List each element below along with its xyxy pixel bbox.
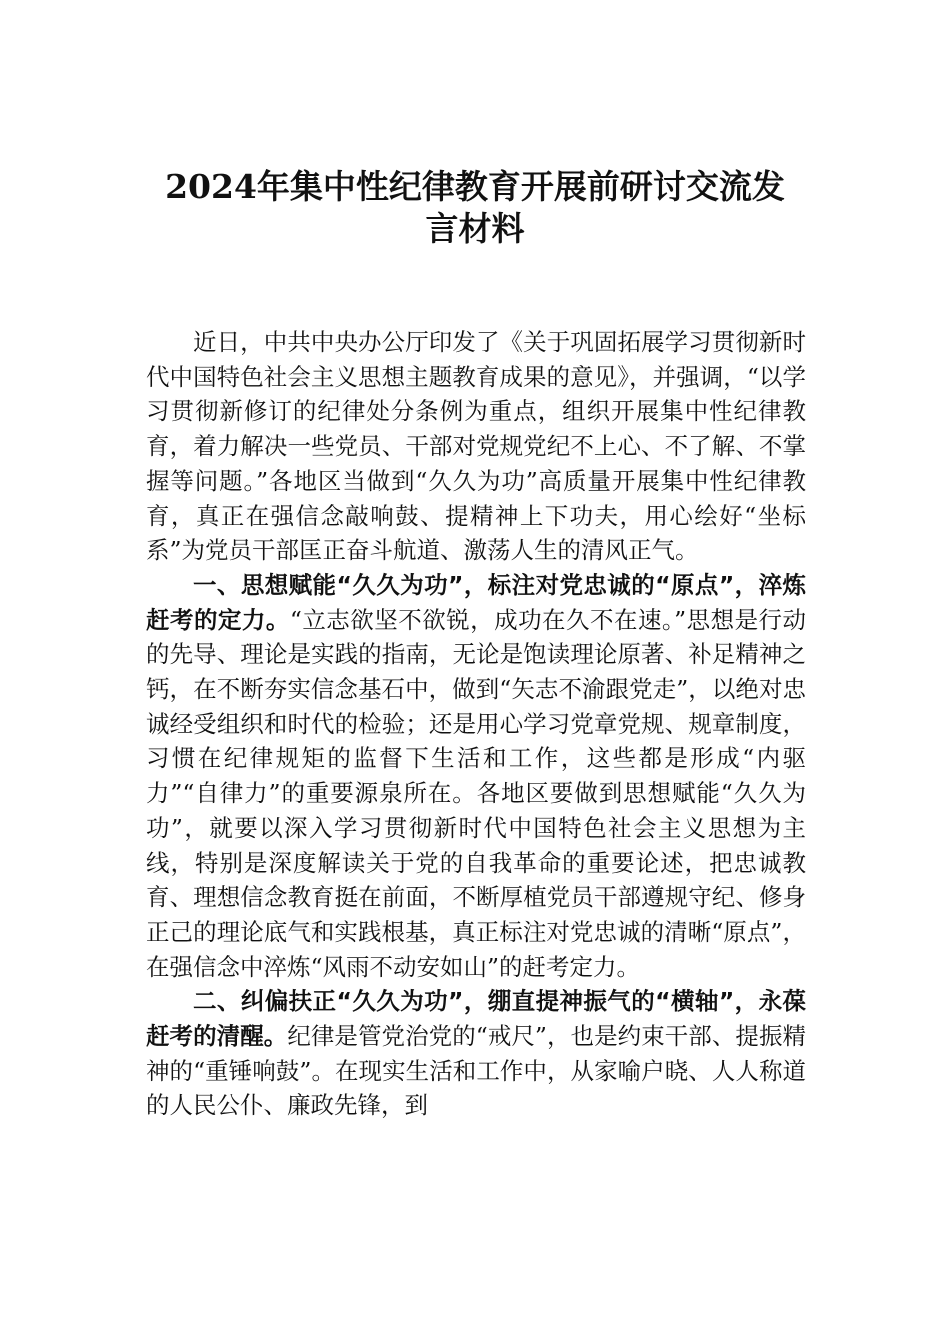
document-title-line-2: 言材料: [425, 209, 525, 248]
paragraph-text: “立志欲坚不欲锐，成功在久不在速。”思想是行动的先导、理论是实践的指南，无论是饱读理论原著、补足精神之钙，在不断夯实信念基石中，做到“矢志不渝跟党走”，以绝对忠诚经受组织和时代的检验；还是用心学习党章党规、规章制度，习惯在纪律规矩的监督下生活和工作，这些都是形成“内驱力”“自律力”的重要源泉所在。各地区要做到思想赋能“久久为功”，就要以深入学习贯彻新时代中国特色社会主义思想为主线，特别是深度解读关于党的自我革命的重要论述，把忠诚教育、理想信念教育挺在前面，不断厚植党员干部遵规守纪、修身正己的理论底气和实践根基，真正标注对党忠诚的清晰“原点”，在强信念中淬炼“风雨不动安如山”的赶考定力。: [146, 605, 807, 981]
section-heading: 一、思想赋能“久久为功”，标注对党忠诚的“原点”，淬炼赶考的定力。: [146, 570, 806, 634]
paragraph-section-2: [146, 984, 806, 1123]
paragraph-text: 纪律是管党治党的“戒尺”，也是约束干部、提振精神的“重锤响鼓”。在现实生活和工作中，从家喻户晓、人人称道的人民公仆、廉政先锋，到: [146, 1022, 807, 1120]
paragraph-intro: [146, 325, 806, 568]
document-title-line-1: 2024年集中性纪律教育开展前研讨交流发: [165, 167, 785, 206]
paragraph-text: 近日，中共中央办公厅印发了《关于巩固拓展学习贯彻新时代中国特色社会主义思想主题教育成果的意见》，并强调，“以学习贯彻新修订的纪律处分条例为重点，组织开展集中性纪律教育，着力解决一些党员、干部对党规党纪不上心、不了解、不掌握等问题。”各地区当做到“久久为功”高质量开展集中性纪律教育，真正在强信念敲响鼓、提精神上下功夫，用心绘好“坐标系”为党员干部匡正奋斗航道、激荡人生的清风正气。: [146, 328, 806, 565]
paragraph-section-1: [146, 568, 806, 984]
section-heading: 二、纠偏扶正“久久为功”，绷直提神振气的“横轴”，永葆赶考的清醒。: [146, 987, 806, 1051]
document-body: [146, 325, 806, 1123]
